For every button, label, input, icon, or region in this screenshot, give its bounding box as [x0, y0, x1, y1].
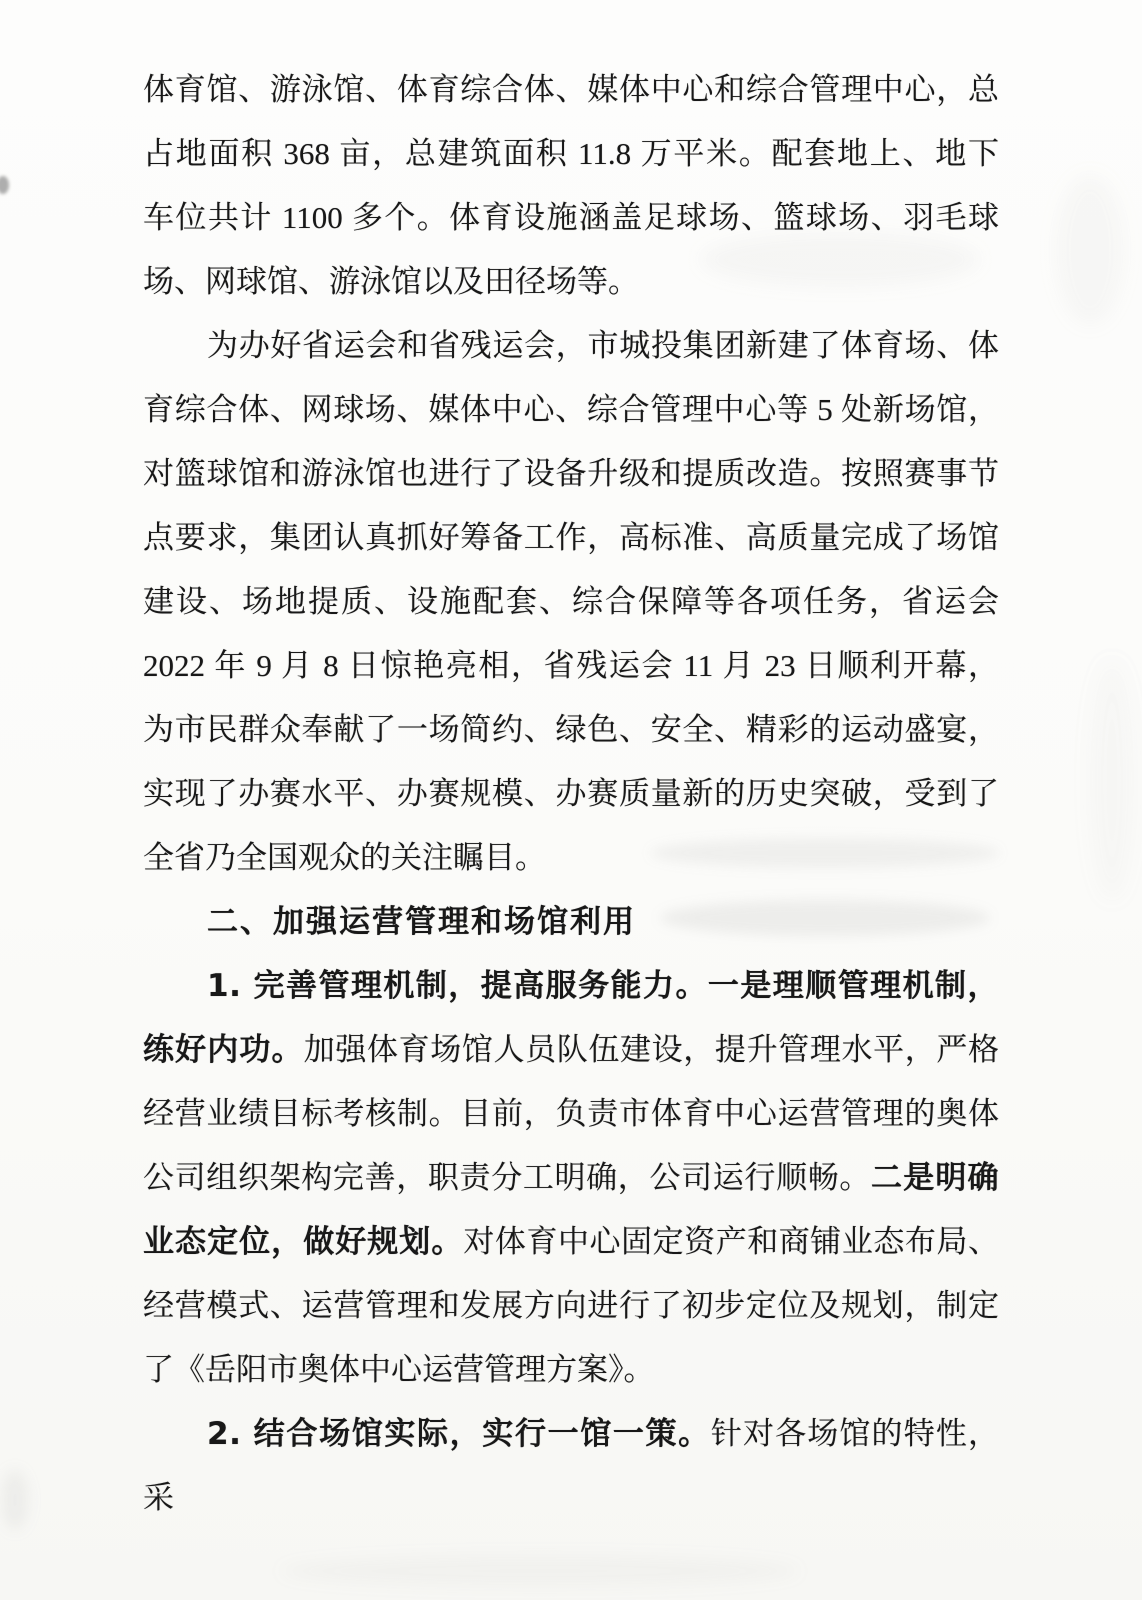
section-heading	[143, 890, 999, 954]
text-line	[143, 1082, 999, 1146]
text-run: 全省乃全国观众的关注瞩目。	[143, 840, 546, 875]
text-line	[143, 762, 999, 826]
text-line	[143, 122, 999, 186]
text-run: 点要求，集团认真抓好筹备工作，高标准、高质量完成了场馆	[143, 520, 999, 555]
text-run: 为市民群众奉献了一场简约、绿色、安全、精彩的运动盛宴，	[143, 712, 999, 747]
text-run: 经营模式、运营管理和发展方向进行了初步定位及规划，制定	[143, 1288, 999, 1323]
text-line	[143, 1210, 999, 1274]
text-line	[143, 506, 999, 570]
text-line	[143, 1338, 999, 1402]
text-run-bold: 业态定位，做好规划。	[143, 1224, 464, 1260]
text-run: 建设、场地提质、设施配套、综合保障等各项任务，省运会	[143, 584, 999, 619]
text-line	[143, 1274, 999, 1338]
text-run: 2022 年 9 月 8 日惊艳亮相，省残运会 11 月 23 日顺利开幕，	[143, 648, 999, 683]
text-run: 实现了办赛水平、办赛规模、办赛质量新的历史突破，受到了	[143, 776, 999, 811]
text-run: 加强体育场馆人员队伍建设，提升管理水平，严格	[303, 1032, 1000, 1067]
text-line	[143, 1402, 999, 1515]
text-run: 公司组织架构完善，职责分工明确，公司运行顺畅。	[143, 1160, 872, 1195]
scan-smudge	[1055, 175, 1125, 325]
heading-text: 二、加强运营管理和场馆利用	[207, 904, 636, 940]
text-line	[143, 1018, 999, 1082]
text-line	[143, 314, 999, 378]
text-line	[143, 442, 999, 506]
text-run: 车位共计 1100 多个。体育设施涵盖足球场、篮球场、羽毛球	[143, 200, 999, 235]
text-run-bold: 二是明确	[871, 1160, 1000, 1196]
text-run: 对篮球馆和游泳馆也进行了设备升级和提质改造。按照赛事节	[143, 456, 999, 491]
text-run-bold: 1. 完善管理机制，提高服务能力。一是理顺管理机制，	[207, 968, 999, 1004]
text-run: 针对各场馆的特性，采	[143, 1416, 999, 1515]
text-run: 为办好省运会和省残运会，市城投集团新建了体育场、体	[207, 328, 999, 363]
scan-smudge	[1090, 660, 1134, 900]
text-line	[143, 698, 999, 762]
text-line	[143, 250, 999, 314]
text-line	[143, 570, 999, 634]
text-run: 占地面积 368 亩，总建筑面积 11.8 万平米。配套地上、地下	[143, 136, 999, 171]
text-run-bold: 2. 结合场馆实际，实行一馆一策。	[207, 1416, 711, 1452]
text-run: 对体育中心固定资产和商铺业态布局、	[463, 1224, 1000, 1259]
text-run: 了《岳阳市奥体中心运营管理方案》。	[143, 1352, 655, 1387]
text-run: 场、网球馆、游泳馆以及田径场等。	[143, 264, 639, 299]
text-run-bold: 练好内功。	[143, 1032, 304, 1068]
text-line	[143, 634, 999, 698]
text-line	[143, 826, 999, 890]
text-run: 育综合体、网球场、媒体中心、综合管理中心等 5 处新场馆，	[143, 392, 999, 427]
scan-smudge	[2, 1470, 28, 1530]
page-text	[143, 58, 1000, 1515]
text-run: 经营业绩目标考核制。目前，负责市体育中心运营管理的奥体	[143, 1096, 999, 1131]
text-line	[143, 954, 999, 1018]
text-line	[143, 1146, 999, 1210]
text-line	[143, 58, 999, 122]
text-line	[143, 378, 999, 442]
scan-smudge	[280, 1555, 800, 1587]
text-run: 体育馆、游泳馆、体育综合体、媒体中心和综合管理中心，总	[143, 72, 999, 107]
text-line	[143, 186, 999, 250]
scan-edge-mark	[0, 176, 9, 194]
